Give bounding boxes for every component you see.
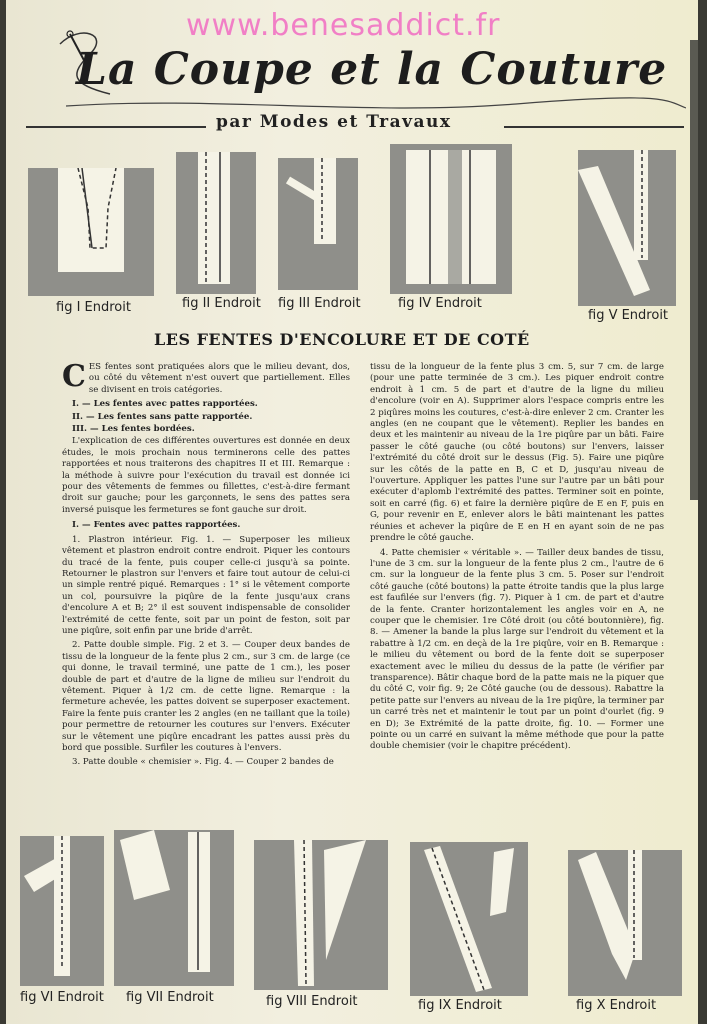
figure-3-caption: fig III Endroit [278, 296, 361, 311]
subtitle-rule-left [26, 126, 206, 128]
figure-5 [578, 150, 676, 306]
figure-4-caption: fig IV Endroit [398, 296, 482, 311]
figure-3 [278, 158, 358, 290]
figure-10 [568, 850, 682, 996]
figure-4 [390, 144, 512, 294]
watermark-text: www.benesaddict.fr [186, 8, 501, 43]
body-paragraph: 2. Patte double simple. Fig. 2 et 3. — Couper deux bandes de tissu de la longueur de la fente plus 2 cm., sur 3 cm. de large (ce qui donne, le travail terminé, une patte de 1 cm.), les poser double de part et d'autre de la ligne de milieu sur l'endroit du vêtement. Piquer à 1/2 cm. de cette ligne. Remarque : la fermeture achevée, les pattes doivent se superposer exactement. Faire la fente puis cranter les 2 angles (en ne taillant que la toile) pour permettre de retourner les coutures sur l'envers. Exécuter sur le vêtement une piqûre encadrant les pattes aussi près du bord que possible. Surfiler les coutures à l'envers. [62, 640, 350, 753]
figure-9 [410, 842, 528, 996]
left-column [62, 359, 350, 772]
figure-7 [114, 830, 234, 986]
subtitle-rule-right [504, 126, 684, 128]
right-column [370, 362, 664, 756]
figure-10-caption: fig X Endroit [576, 998, 657, 1013]
figure-6 [20, 836, 104, 986]
section-title: LES FENTES D'ENCOLURE ET DE COTÉ [154, 330, 530, 349]
list-item: I. — Les fentes avec pattes rapportées. [72, 399, 258, 410]
body-paragraph: 3. Patte double « chemisier ». Fig. 4. — Couper 2 bandes de [72, 757, 334, 768]
page-edge [690, 40, 698, 500]
body-paragraph: L'explication de ces différentes ouvertures est donnée en deux études, le mois prochain nous terminerons celle des pattes rapportées et nous traiterons des chapitres II et III. Remarque : la méthode à suivre pour l'exécution du travail est donnée ici pour des vêtements de femmes ou fillettes, c'est-à-dire fermant droit sur gauche; pour les garçonnets, le sens des pattes sera inversé puisque les fermetures se font gauche sur droit. [62, 436, 350, 515]
figure-5-caption: fig V Endroit [588, 308, 669, 323]
figure-8 [254, 840, 388, 990]
list-item: III. — Les fentes bordées. [72, 424, 195, 435]
figure-1 [28, 168, 154, 296]
figure-2-caption: fig II Endroit [182, 296, 261, 311]
list-item: II. — Les fentes sans patte rapportée. [72, 411, 253, 422]
body-paragraph: 1. Plastron intérieur. Fig. 1. — Superposer les milieux vêtement et plastron endroit contre endroit. Piquer les contours du tracé de la fente, puis couper celle-ci jusqu'à sa pointe. Retourner le plastron sur l'envers et faire tout autour de celui-ci un simple rentré piqué. Remarques : 1° si le vêtement comporte un col, poursuivre la piqûre de la fente jusqu'aux crans d'encolure A et B; 2° il est souvent indispensable de consolider l'extrémité de cette fente, soit par un point de feston, soit par une piqûre, soit enfin par une bride d'arrêt. [62, 534, 350, 636]
figure-1-caption: fig I Endroit [56, 300, 131, 315]
body-paragraph: 4. Patte chemisier « véritable ». — Tailler deux bandes de tissu, l'une de 3 cm. sur la longueur de la fente plus 2 cm., l'autre de 6 cm. sur la longueur de la fente plus 3 cm. 5. Poser sur l'endroit côté gauche (côté boutons) la patte étroite tandis que la plus large est faufilée sur l'envers (fig. 7). Piquer à 1 cm. de part et d'autre de la fente. Cranter horizontalement les angles voir en A, ne couper que le chemisier. 1re Côté droit (ou côté boutonnière), fig. 8. — Amener la bande la plus large sur l'endroit du vêtement et la rabattre à 1/2 cm. en deçà de la 1re piqûre, voir en B. Remarque : le milieu du vêtement ou bord de la fente doit se superposer exactement avec le milieu du dessus de la patte (le vérifier par transparence). Bâtir chaque bord de la patte mais ne la piquer que du côté C, voir fig. 9; 2e Côté gauche (ou de dessous). Rabattre la petite patte sur l'envers au niveau de la 1re piqûre, la terminer par un carré très net et maintenir le tout par un point d'ourlet (fig. 9 en D); 3e Extrémité de la patte droite, fig. 10. — Former une pointe ou un carré en suivant la même méthode que pour la patte double chemisier (voir le chapitre précédent). [370, 547, 664, 752]
magazine-page [6, 0, 698, 1024]
figure-8-caption: fig VIII Endroit [266, 994, 358, 1009]
body-paragraph: tissu de la longueur de la fente plus 3 cm. 5, sur 7 cm. de large (pour une patte terminée de 3 cm.). Les piquer endroit contre endroit à 1 cm. 5 de part et d'autre de la ligne du milieu d'encolure (voir en A). Supprimer alors l'espace compris entre les 2 piqûres moins les coutures, c'est-à-dire enlever 2 cm. Cranter les angles (en ne coupant que le vêtement). Replier les bandes en deux et les maintenir au niveau de la 1re piqûre par un bâti. Faire passer le côté gauche (ou côté boutons) sur l'envers, laisser l'extrémité du côté droit sur le dessus (Fig. 5). Faire une piqûre sur les côtés de la patte en B, C et D, jusqu'au niveau de l'ouverture. Appliquer les pattes l'une sur l'autre par un bâti pour exécuter d'aplomb l'extrémité des pattes. Terminer soit en pointe, soit en carré (fig. 6) et faire la dernière piqûre de E en F, puis en G, pour revenir en E, enlever alors le bâti maintenant les pattes réunies et achever la piqûre de E en H en ayant soin de ne pas prendre le côté gauche. [370, 362, 664, 544]
page-subtitle: par Modes et Travaux [216, 112, 452, 132]
figure-7-caption: fig VII Endroit [126, 990, 214, 1005]
figure-6-caption: fig VI Endroit [20, 990, 104, 1005]
figure-2 [176, 152, 256, 294]
subsection-heading: I. — Fentes avec pattes rapportées. [72, 520, 241, 531]
page-title: La Coupe et la Couture [76, 44, 668, 95]
intro-paragraph: CES fentes sont pratiquées alors que le milieu devant, dos, ou côté du vêtement n'est ouvert que partiellement. Elles se divisent en trois catégories. [62, 359, 350, 395]
figure-9-caption: fig IX Endroit [418, 998, 502, 1013]
dropcap: C [62, 359, 86, 394]
